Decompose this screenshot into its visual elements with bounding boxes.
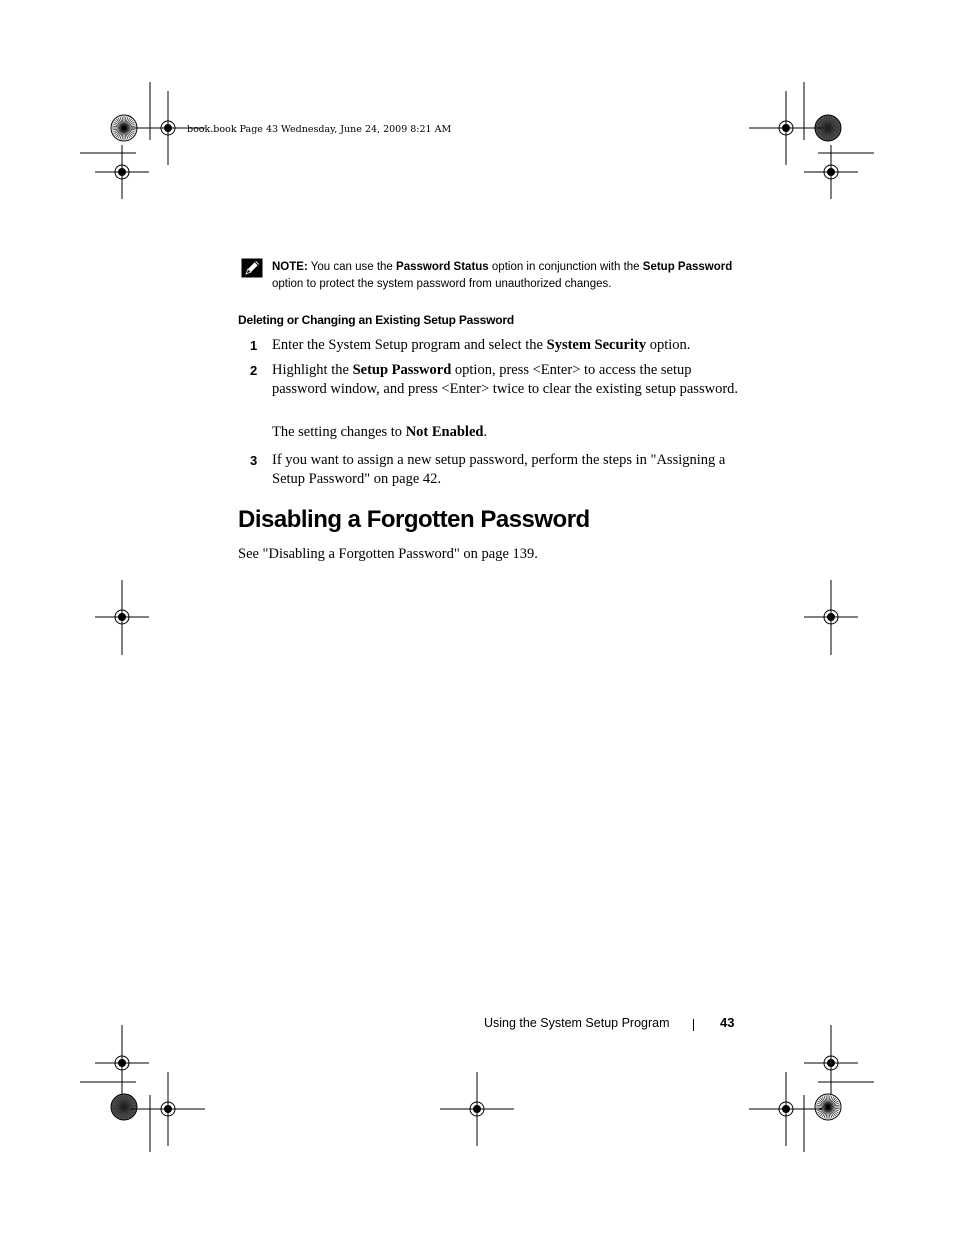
footer-section-title: Using the System Setup Program — [484, 1016, 670, 1030]
step-2-bold: Setup Password — [352, 362, 452, 378]
footer-divider — [693, 1019, 694, 1031]
step-1-text-part: Enter the System Setup program and select the — [272, 337, 547, 353]
step-2-text — [272, 361, 742, 399]
step-number: 1 — [250, 338, 258, 353]
step-3-text-part: If you want to assign a new setup password, perform the steps in "Assigning a Setup Password" on page 42. — [272, 452, 726, 487]
step-2-result — [272, 423, 742, 442]
step-1-bold: System Security — [546, 337, 647, 353]
registration-dot — [165, 1106, 172, 1113]
see-reference: See "Disabling a Forgotten Password" on page 139. — [238, 546, 538, 562]
step-2-result-text: The setting changes to — [272, 424, 406, 440]
step-2-text-end: option, press <Enter> to access the setup password window, and press <Enter> twice to clear the existing setup password. — [272, 362, 739, 397]
step-2-result-bold: Not Enabled — [405, 424, 484, 440]
step-3-text — [272, 451, 742, 489]
step-2-text-part: Highlight the — [272, 362, 353, 378]
registration-dot — [828, 169, 835, 176]
note-bold-2: Setup Password — [642, 261, 733, 273]
registration-dot — [165, 125, 172, 132]
step-2-result-end: . — [483, 424, 488, 440]
note-pencil-icon — [241, 258, 263, 278]
print-slug: book.book Page 43 Wednesday, June 24, 2009 8:21 AM — [187, 124, 452, 135]
note-text-2: option in conjunction with the — [488, 261, 643, 273]
registration-dot — [783, 125, 790, 132]
step-number: 2 — [250, 363, 258, 378]
note-block — [272, 259, 742, 293]
step-1-text-end: option. — [646, 337, 691, 353]
section-heading: Disabling a Forgotten Password — [238, 506, 590, 533]
note-bold-1: Password Status — [396, 261, 489, 273]
step-1-text — [272, 336, 742, 355]
subheading: Deleting or Changing an Existing Setup Password — [238, 313, 514, 327]
registration-dot — [474, 1106, 481, 1113]
footer-page-number: 43 — [720, 1015, 735, 1030]
step-number: 3 — [250, 453, 258, 468]
registration-dot — [119, 169, 126, 176]
note-text-1: You can use the — [307, 261, 397, 273]
registration-dot — [783, 1106, 790, 1113]
note-label: NOTE: — [272, 261, 308, 273]
note-text-3: option to protect the system password from unauthorized changes. — [272, 278, 612, 290]
